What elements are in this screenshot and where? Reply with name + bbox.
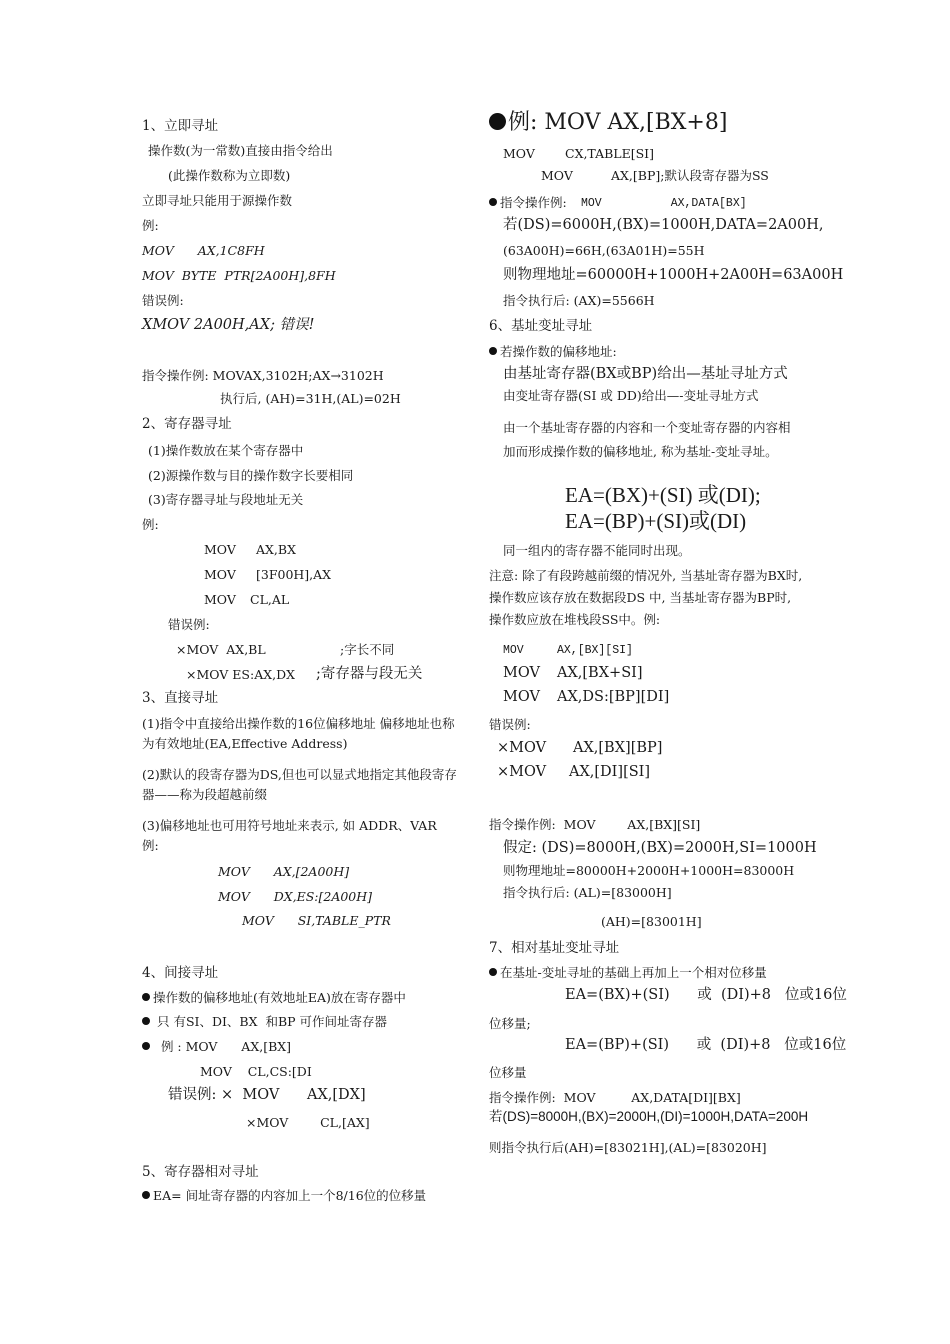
code-operand: CX,TABLE[SI] (565, 146, 654, 161)
text-line: 立即寻址只能用于源操作数 (142, 193, 293, 208)
note-paragraph: 注意: 除了有段跨越前缀的情况外, 当基址寄存器为BX时, 操作数应该存放在数据段DS 中, 当基址寄存器为BP时, 操作数应放在堆栈段SS中。例: (489, 568, 803, 627)
text-line: (3)寄存器寻址与段地址无关 (148, 492, 304, 507)
bullet-item: 操作数的偏移地址(有效地址EA)放在寄存器中 (142, 990, 406, 1006)
code-operand: CL,AL (250, 592, 290, 607)
text-line: 位移量; (489, 1016, 531, 1031)
text-line: 若(DS)=8000H,(BX)=2000H,(DI)=1000H,DATA=200H (489, 1109, 809, 1124)
text-line: 位移量 (489, 1065, 527, 1080)
bullet-icon (489, 347, 497, 355)
bullet-item: 指令操作例: (489, 195, 567, 211)
bullet-item: 若操作数的偏移地址: (489, 344, 617, 360)
error-example-label: 错误例: (142, 293, 184, 308)
bullet-item: 在基址-变址寻址的基础上再加上一个相对位移量 (489, 965, 767, 981)
example-label: 例: (142, 838, 159, 853)
bullet-item: 只 有SI、DI、BX 和BP 可作间址寄存器 (142, 1014, 387, 1030)
text-line: (AH)=[83001H] (601, 914, 702, 929)
error-code-op: ×MOV (497, 740, 547, 756)
bullet-icon (142, 1191, 150, 1199)
text-line: 执行后, (AH)=31H,(AL)=02H (220, 391, 401, 406)
code-op: MOV (204, 592, 236, 607)
code-line: MOV BYTE PTR[2A00H],8FH (142, 268, 336, 283)
code-op: MOV (503, 146, 535, 161)
bullet-icon (489, 198, 497, 206)
error-code-operand: AX,[DI][SI] (569, 764, 651, 780)
formula: EA=(BP)+(SI)或(DI) (565, 509, 747, 533)
code-op: MOV (541, 168, 573, 183)
text-line: 指令执行后: (AL)=[83000H] (503, 885, 672, 900)
example-label: 例: (142, 517, 159, 532)
example-label: 例: (142, 218, 159, 233)
error-comment: ;字长不同 (340, 642, 395, 657)
error-code-line: ×MOV ES:AX,DX (186, 667, 296, 682)
code-op: MOV (204, 567, 236, 582)
text-line: 同一组内的寄存器不能同时出现。 (503, 543, 691, 558)
bullet-icon (489, 968, 497, 976)
text-line: 若(DS)=6000H,(BX)=1000H,DATA=2A00H, (503, 217, 824, 233)
text-line: (此操作数称为立即数) (168, 168, 291, 183)
paragraph: 由一个基址寄存器的内容和一个变址寄存器的内容相加而形成操作数的偏移地址, 称为基址-变址寻址。 (503, 420, 791, 459)
code-line: MOV CL,CS:[DI (200, 1064, 312, 1079)
error-code-operand: AX,[BX][BP] (573, 740, 663, 756)
code-operand: AX,[BX][SI] (557, 644, 633, 657)
text-line: 由变址寄存器(SI 或 DD)给出—-变址寻址方式 (503, 388, 759, 403)
text-line: 假定: (DS)=8000H,(BX)=2000H,SI=1000H (503, 840, 817, 856)
bullet-item: 例 : MOV AX,[BX] (142, 1039, 291, 1055)
text-line: (63A00H)=66H,(63A01H)=55H (503, 243, 705, 258)
section-2-title: 2、寄存器寻址 (142, 416, 232, 432)
code-operand: AX,DS:[BP][DI] (557, 689, 670, 705)
formula: EA=(BX)+(SI) 或 (DI)+8 位或16位 (565, 987, 847, 1003)
code-op: MOV (503, 665, 540, 681)
text-line: 指令操作例: MOV AX,DATA[DI][BX] (489, 1090, 741, 1105)
text-line: 操作数(为一常数)直接由指令给出 (148, 143, 333, 158)
code-operand: AX,[BP];默认段寄存器为SS (611, 168, 769, 183)
bullet-icon (489, 113, 506, 130)
section-3-title: 3、直接寻址 (142, 690, 219, 706)
text-line: (3)偏移地址也可用符号地址来表示, 如 ADDR、VAR (142, 818, 437, 833)
code-operand: AX,[BX+SI] (557, 665, 643, 681)
code-op: MOV (204, 542, 236, 557)
paragraph: (2)默认的段寄存器为DS,但也可以显式地指定其他段寄存器——称为段超越前缀 (142, 767, 457, 802)
text-line: 指令操作例: MOVAX,3102H;AX→3102H (142, 368, 384, 383)
section-7-title: 7、相对基址变址寻址 (489, 940, 620, 956)
text-line: 指令操作例: MOV AX,[BX][SI] (489, 817, 701, 832)
bullet-item: EA= 间址寄存器的内容加上一个8/16位的位移量 (142, 1188, 426, 1204)
bullet-icon (142, 993, 150, 1001)
code-line: MOV AX,[2A00H] (218, 864, 350, 879)
error-code-line: ×MOV CL,[AX] (246, 1115, 370, 1130)
code-line: MOV AX,DATA[BX] (581, 197, 747, 210)
section-6-title: 6、基址变址寻址 (489, 318, 593, 334)
code-op: MOV (503, 644, 524, 657)
code-line: MOV DX,ES:[2A00H] (218, 889, 373, 904)
error-example-label: 错误例: (168, 617, 210, 632)
paragraph: (1)指令中直接给出操作数的16位偏移地址 偏移地址也称为有效地址(EA,Effective Address) (142, 716, 455, 751)
section-4-title: 4、间接寻址 (142, 965, 219, 981)
error-example-label: 错误例: (489, 717, 531, 732)
error-example-line: 错误例: × MOV AX,[DX] (168, 1087, 366, 1103)
code-line: MOV AX,1C8FH (142, 243, 265, 258)
section-5-title: 5、寄存器相对寻址 (142, 1164, 259, 1180)
formula: EA=(BX)+(SI) 或(DI); (565, 483, 761, 507)
text-line: (2)源操作数与目的操作数字长要相同 (148, 468, 354, 483)
text-line: 指令执行后: (AX)=5566H (503, 293, 655, 308)
text-line: 则物理地址=80000H+2000H+1000H=83000H (503, 863, 795, 878)
error-code-op: ×MOV (497, 764, 547, 780)
formula: EA=(BP)+(SI) 或 (DI)+8 位或16位 (565, 1037, 847, 1053)
text-line: 则物理地址=60000H+1000H+2A00H=63A00H (503, 267, 844, 283)
text-line: 由基址寄存器(BX或BP)给出—基址寻址方式 (503, 366, 788, 382)
bullet-icon (142, 1042, 150, 1050)
error-code-line: ×MOV AX,BL (176, 642, 266, 657)
bullet-icon (142, 1017, 150, 1025)
example-heading: 例: MOV AX,[BX+8] (489, 110, 727, 136)
code-op: MOV (503, 689, 540, 705)
section-1-title: 1、立即寻址 (142, 118, 219, 134)
code-operand: AX,BX (256, 542, 296, 557)
error-comment: ;寄存器与段无关 (316, 666, 423, 682)
text-line: (1)操作数放在某个寄存器中 (148, 443, 304, 458)
code-line: MOV SI,TABLE_PTR (242, 913, 391, 928)
code-operand: [3F00H],AX (256, 567, 332, 582)
text-line: 则指令执行后(AH)=[83021H],(AL)=[83020H] (489, 1140, 767, 1155)
error-code-line: XMOV 2A00H,AX; 错误! (142, 317, 315, 333)
